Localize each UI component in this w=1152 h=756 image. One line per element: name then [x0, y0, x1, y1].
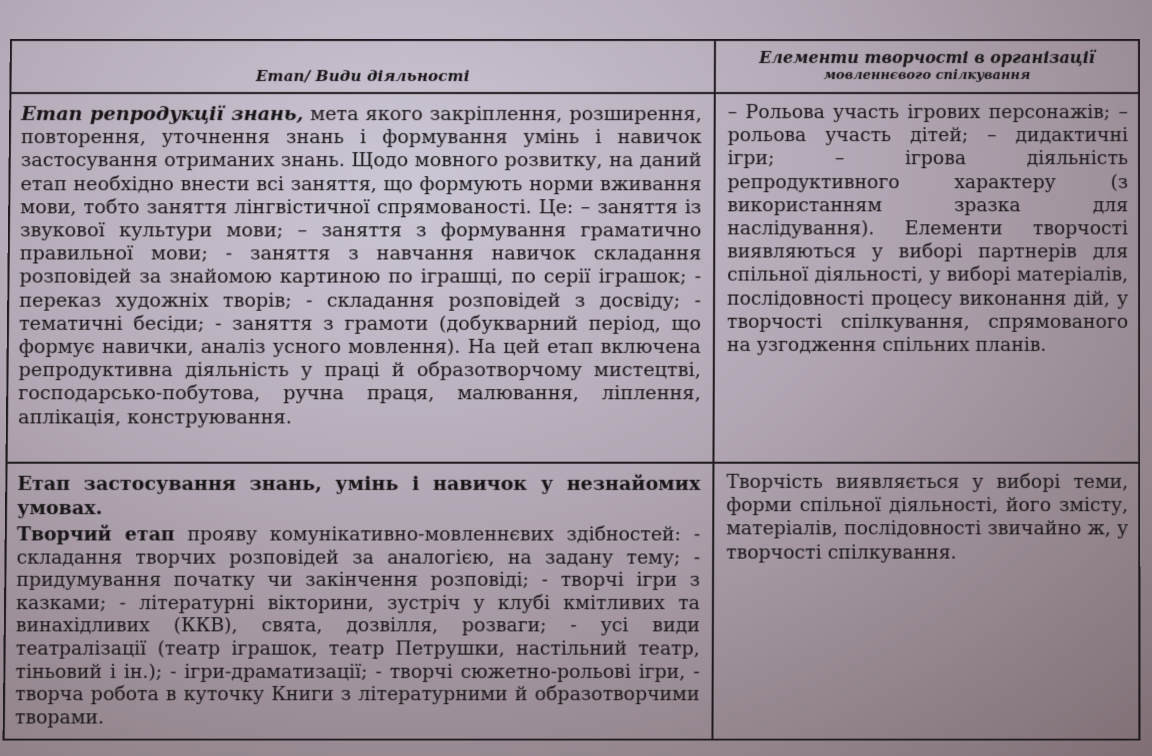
row-2-body	[15, 523, 700, 730]
row-1-right-cell	[713, 93, 1139, 463]
row-2-subtitle: Творчий етап	[16, 523, 175, 546]
row-1-title: Етап репродукції знань,	[21, 102, 304, 126]
row-2-left-text	[5, 464, 713, 736]
row-2-title: Етап застосування знань, умінь і навичок у незнайомих умовах.	[17, 472, 701, 520]
row-2-left-cell	[4, 463, 714, 740]
header-right	[715, 40, 1139, 93]
header-left	[10, 40, 715, 93]
header-right-line1: Елементи творчості в організації	[759, 47, 1095, 67]
row-1-left-cell	[7, 93, 715, 463]
table-row	[4, 463, 1140, 740]
table	[3, 39, 1141, 741]
header-row	[10, 40, 1139, 93]
header-left-text: Етап/ Види діяльності	[255, 67, 470, 86]
row-1-left-text	[8, 94, 714, 434]
row-2-right-text: Творчість виявляється у виборі теми, форми спільної діяльності, його змісту, матеріалів, послідовності звичайно ж, у творчості спілкування.	[726, 471, 1129, 564]
document-table	[3, 39, 1139, 741]
row-2-right-cell	[712, 463, 1139, 740]
header-right-line2: мовленнєвого спілкування	[823, 67, 1031, 83]
table-header	[10, 40, 1139, 93]
table-row	[7, 93, 1140, 463]
row-2-description: прояву комунікативно-мовленнєвих здібностей: - складання творчих розповідей за аналогією, на задану тему; - придумування початку чи закінчення розповіді; - творчі ігри з казками; - літературні вікторини, зустріч у клубі кмітливих та винахідливих (ККВ), свята, дозвілля, розваги; - усі види театралізації (театр іграшок, театр Петрушки, настільний театр, тіньовий і ін.); - ігри-драматизації; - творчі сюжетно-рольові ігри, - творча робота в куточку Книги з літературними й образотворчими творами.	[14, 524, 701, 729]
row-1-right-text: – Рольова участь ігрових персонажів; – рольова участь дітей; – дидактичні ігри; – ігрова діяльність репродуктивного характеру (з використанням зразка для наслідування). Елементи творчості виявляються у виборі партнерів для спільної діяльності, у виборі матеріалів, послідовності процесу виконання дій, у творчості спілкування, спрямованого на узгодження спільних планів.	[726, 102, 1129, 356]
row-1-description: мета якого закріплення, розширення, повторення, уточнення знань і формування умінь і навичок застосування отриманих знань. Щодо мовного розвитку, на даний етап необхідно внести всі заняття, що формують норми вживання мови, тобто заняття лінгвістичної спрямованості. Це: – заняття із звукової культури мови; – заняття з формування граматично правильної мови; - заняття з навчання навичок складання розповідей за знайомою картиною по іграшці, по серії іграшок; - переказ художніх творів; - складання розповідей з досвіду; - тематичні бесіди; - заняття з грамоти (добукварний період, що формує навички, аналіз усного мовлення). На цей етап включена репродуктивна діяльність у праці й образотворчому мистецтві, господарсько-побутова, ручна праця, малювання, ліплення, аплікація, конструювання.	[17, 102, 702, 429]
